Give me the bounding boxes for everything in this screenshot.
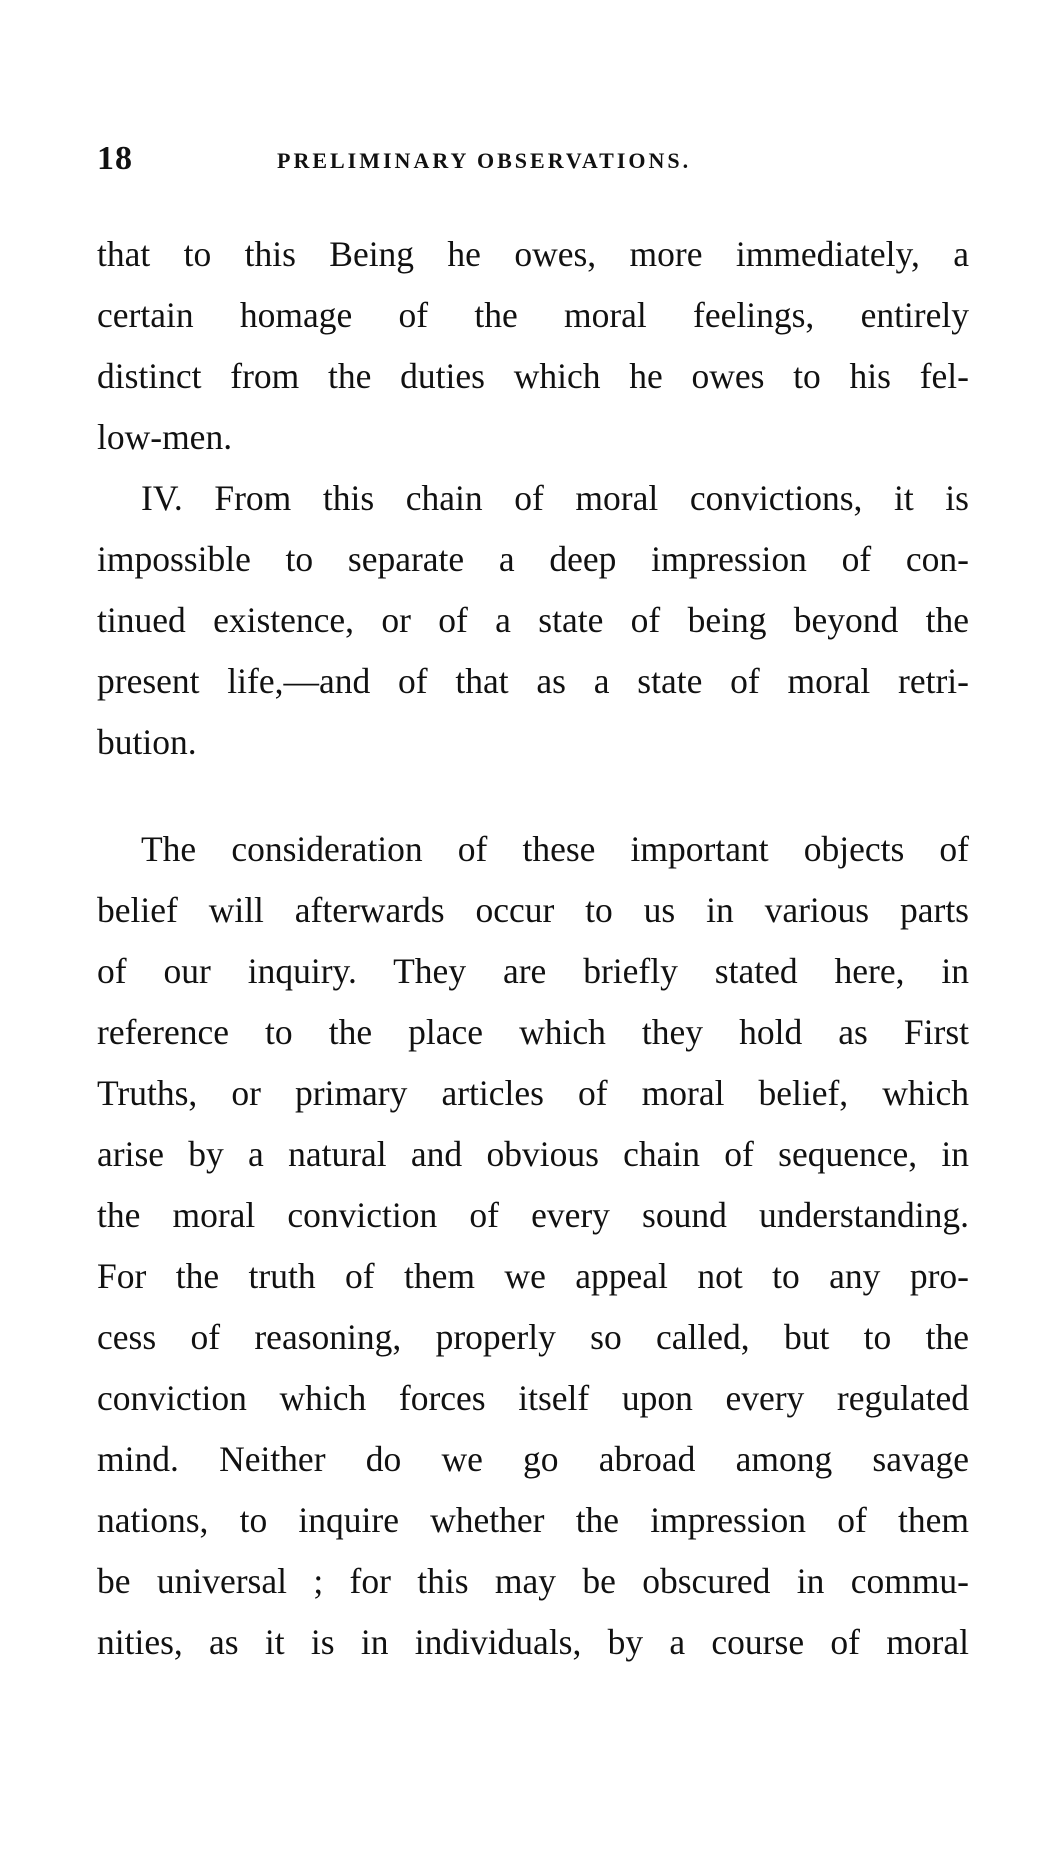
text-line: the moral conviction of every sound understanding.: [97, 1195, 969, 1235]
text-line: Truths, or primary articles of moral belief, which: [97, 1073, 969, 1113]
body-text: [97, 224, 969, 1673]
paragraph-continuation: [97, 224, 969, 468]
paragraph-iv: [97, 468, 969, 773]
text-line: conviction which forces itself upon every regulated: [97, 1378, 969, 1418]
text-line: For the truth of them we appeal not to any pro-: [97, 1256, 969, 1296]
text-line: The consideration of these important objects of: [141, 829, 969, 869]
text-line: present life,—and of that as a state of moral retri-: [97, 661, 969, 701]
text-line: nations, to inquire whether the impression of them: [97, 1500, 969, 1540]
running-head: PRELIMINARY OBSERVATIONS.: [277, 148, 692, 173]
text-line: IV. From this chain of moral convictions, it is: [141, 478, 969, 518]
text-line: bution.: [97, 722, 197, 762]
text-line: be universal ; for this may be obscured in commu-: [97, 1561, 969, 1601]
text-line: mind. Neither do we go abroad among savage: [97, 1439, 969, 1479]
page-header: [97, 140, 977, 190]
text-line: distinct from the duties which he owes to his fel-: [97, 356, 969, 396]
text-line: arise by a natural and obvious chain of sequence, in: [97, 1134, 969, 1174]
text-line: tinued existence, or of a state of being beyond the: [97, 600, 969, 640]
text-line: nities, as it is in individuals, by a course of moral: [97, 1622, 969, 1662]
paragraph-consideration: [97, 819, 969, 1673]
text-line: low-men.: [97, 417, 233, 457]
section-gap: [97, 773, 969, 819]
text-line: cess of reasoning, properly so called, but to the: [97, 1317, 969, 1357]
page-number: 18: [97, 140, 133, 177]
text-line: of our inquiry. They are briefly stated here, in: [97, 951, 969, 991]
text-line: impossible to separate a deep impression of con-: [97, 539, 969, 579]
text-line: reference to the place which they hold as First: [97, 1012, 969, 1052]
text-line: certain homage of the moral feelings, entirely: [97, 295, 969, 335]
text-line: that to this Being he owes, more immediately, a: [97, 234, 969, 274]
text-line: belief will afterwards occur to us in various parts: [97, 890, 969, 930]
